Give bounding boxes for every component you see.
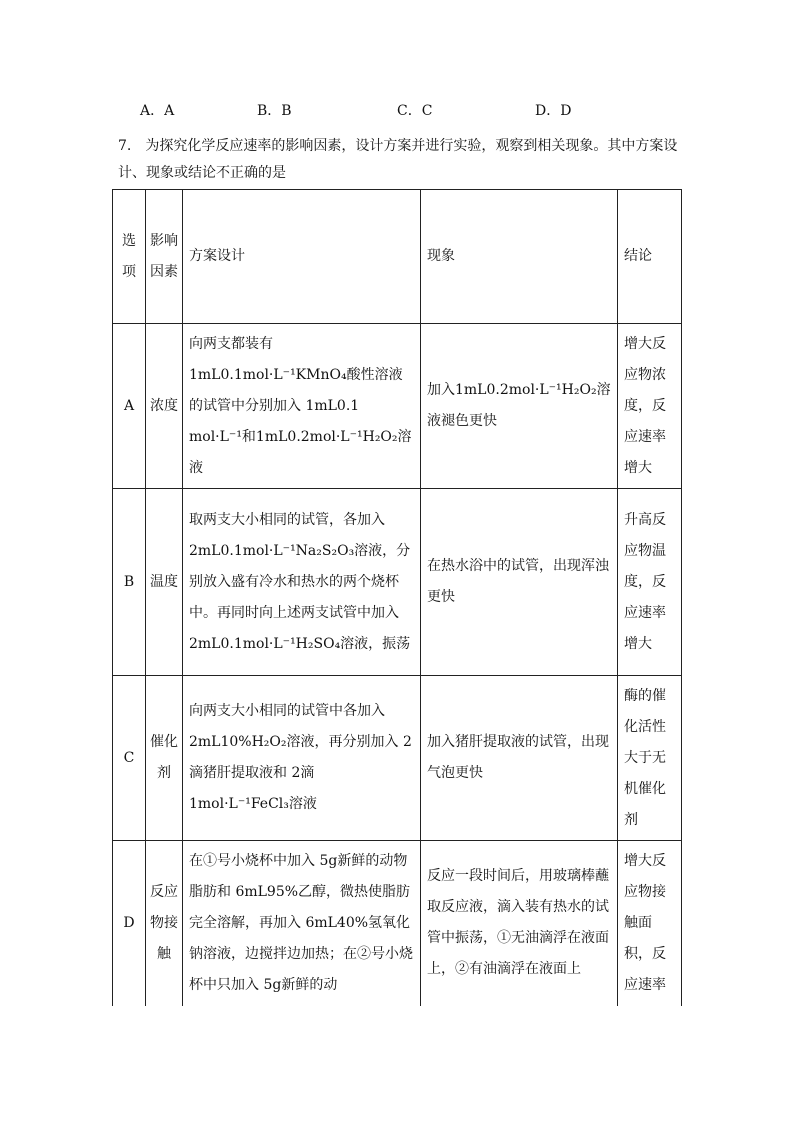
row-option: C	[113, 676, 146, 841]
row-option: B	[113, 489, 146, 676]
row-phenomenon: 加入1mL0.2mol·L⁻¹H₂O₂溶液褪色更快	[421, 324, 618, 489]
table-row	[113, 676, 682, 841]
row-phenomenon: 在热水浴中的试管，出现浑浊更快	[421, 489, 618, 676]
row-conclusion: 增大反应物浓度，反应速率增大	[618, 324, 682, 489]
answer-options	[140, 100, 600, 124]
table-row	[113, 841, 682, 1006]
row-phenomenon: 加入猪肝提取液的试管，出现气泡更快	[421, 676, 618, 841]
row-conclusion: 升高反应物温度，反应速率增大	[618, 489, 682, 676]
header-design: 方案设计	[183, 190, 421, 324]
row-design: 在①号小烧杯中加入 5g新鲜的动物脂肪和 6mL95%乙醇，微热使脂肪完全溶解，再加入 6mL40%氢氧化钠溶液，边搅拌边加热；在②号小烧杯中只加入 5g新鲜的动	[183, 841, 421, 1006]
row-factor: 浓度	[146, 324, 183, 489]
header-factor: 影响因素	[146, 190, 183, 324]
option-d[interactable]: D．D	[535, 103, 572, 119]
row-option: A	[113, 324, 146, 489]
row-phenomenon: 反应一段时间后，用玻璃棒蘸取反应液，滴入装有热水的试管中振荡，①无油滴浮在液面上，②有油滴浮在液面上	[421, 841, 618, 1006]
row-factor: 温度	[146, 489, 183, 676]
experiment-table	[112, 189, 682, 1006]
table-row	[113, 324, 682, 489]
table-row	[113, 489, 682, 676]
header-option: 选项	[113, 190, 146, 324]
row-design: 向两支大小相同的试管中各加入2mL10%H₂O₂溶液，再分别加入 2滴猪肝提取液和 2滴1mol·L⁻¹FeCl₃溶液	[183, 676, 421, 841]
option-a[interactable]: A．A	[140, 103, 175, 119]
option-b[interactable]: B．B	[257, 103, 292, 119]
row-option: D	[113, 841, 146, 1006]
question-text: 7. 为探究化学反应速率的影响因素，设计方案并进行实验，观察到相关现象。其中方案设计、现象或结论不正确的是	[118, 138, 678, 181]
row-conclusion: 增大反应物接触面积，反应速率	[618, 841, 682, 1006]
row-design: 取两支大小相同的试管，各加入2mL0.1mol·L⁻¹Na₂S₂O₃溶液，分别放入盛有冷水和热水的两个烧杯中。再同时向上述两支试管中加入 2mL0.1mol·L⁻¹H₂SO₄溶液，振荡	[183, 489, 421, 676]
option-c[interactable]: C．C	[397, 103, 433, 119]
row-factor: 反应物接触	[146, 841, 183, 1006]
row-conclusion: 酶的催化活性大于无机催化剂	[618, 676, 682, 841]
row-factor: 催化剂	[146, 676, 183, 841]
header-conclusion: 结论	[618, 190, 682, 324]
row-design: 向两支都装有1mL0.1mol·L⁻¹KMnO₄酸性溶液的试管中分别加入 1mL0.1 mol·L⁻¹和1mL0.2mol·L⁻¹H₂O₂溶液	[183, 324, 421, 489]
header-phenomenon: 现象	[421, 190, 618, 324]
table-header-row	[113, 190, 682, 324]
